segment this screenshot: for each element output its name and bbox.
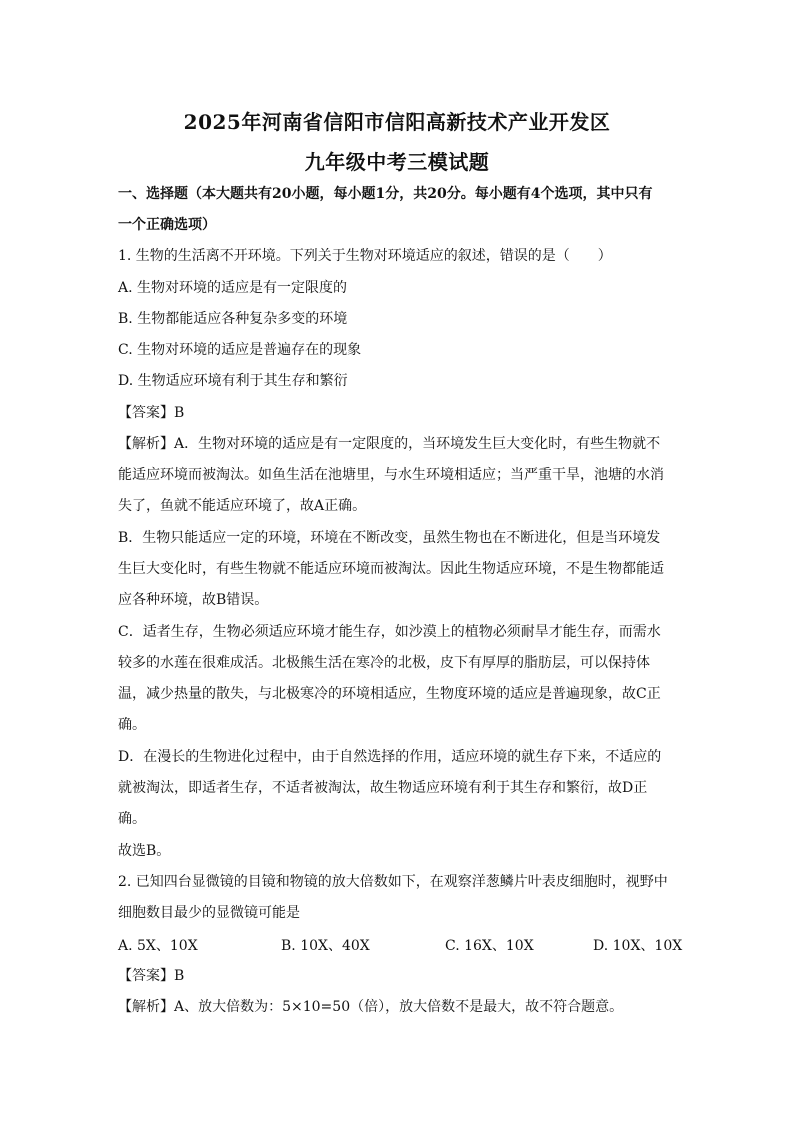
question-1-analysis-line: 确。: [118, 811, 146, 827]
question-1-option-b: B. 生物都能适应各种复杂多变的环境: [118, 311, 348, 327]
question-1-option-d: D. 生物适应环境有利于其生存和繁衍: [118, 373, 348, 389]
question-1-analysis-line: 确。: [118, 717, 146, 733]
question-1-analysis-line: 失了，鱼就不能适应环境了，故A正确。: [118, 498, 367, 514]
question-1-analysis-line: 较多的水莲在很难成活。北极熊生活在寒冷的北极，皮下有厚厚的脂肪层，可以保持体: [118, 655, 650, 671]
question-1-analysis-line: 应各种环境，故B错误。: [118, 592, 269, 608]
question-1-answer: 【答案】B: [118, 405, 185, 421]
question-1-analysis-line: 生巨大变化时，有些生物就不能适应环境而被淘汰。因此生物适应环境，不是生物都能适: [118, 561, 664, 577]
section-heading: 一、选择题（本大题共有20小题，每小题1分，共20分。每小题有4个选项，其中只有: [118, 186, 653, 202]
question-2-option-d: D. 10X、10X: [593, 938, 683, 954]
document-subtitle: 九年级中考三模试题: [304, 150, 490, 174]
question-1-analysis-line: 【解析】A．生物对环境的适应是有一定限度的，当环境发生巨大变化时，有些生物就不: [118, 436, 661, 452]
question-2-answer: 【答案】B: [118, 968, 185, 984]
question-2-stem-cont: 细胞数目最少的显微镜可能是: [118, 905, 300, 921]
question-1-analysis-line: 温，减少热量的散失，与北极寒冷的环境相适应，生物度环境的适应是普遍现象，故C正: [118, 686, 661, 702]
question-1-analysis-line: D．在漫长的生物进化过程中，由于自然选择的作用，适应环境的就生存下来，不适应的: [118, 749, 662, 765]
question-2-option-b: B. 10X、40X: [281, 938, 370, 954]
question-1-analysis-line: 就被淘汰，即适者生存，不适者被淘汰，故生物适应环境有利于其生存和繁衍，故D正: [118, 780, 648, 796]
question-1-option-c: C. 生物对环境的适应是普遍存在的现象: [118, 342, 362, 358]
question-1-analysis-line: C．适者生存，生物必须适应环境才能生存，如沙漠上的植物必须耐旱才能生存，而需水: [118, 624, 661, 640]
section-heading-cont: 一个正确选项）: [118, 217, 216, 233]
question-1-analysis-line: B．生物只能适应一定的环境，环境在不断改变，虽然生物也在不断进化，但是当环境发: [118, 530, 661, 546]
question-2-analysis-line: 【解析】A、放大倍数为：5×10=50（倍），放大倍数不是最大，故不符合题意。: [118, 999, 624, 1015]
document-title: 2025年河南省信阳市信阳高新技术产业开发区: [183, 110, 611, 134]
question-2-option-c: C. 16X、10X: [445, 938, 534, 954]
question-1-option-a: A. 生物对环境的适应是有一定限度的: [118, 280, 348, 296]
question-1-stem: 1. 生物的生活离不开环境。下列关于生物对环境适应的叙述，错误的是（ ）: [118, 248, 612, 264]
question-2-option-a: A. 5X、10X: [118, 938, 198, 954]
question-2-stem: 2. 已知四台显微镜的目镜和物镜的放大倍数如下，在观察洋葱鳞片叶表皮细胞时，视野中: [118, 874, 668, 890]
question-1-conclusion: 故选B。: [118, 843, 171, 859]
question-1-analysis-line: 能适应环境而被淘汰。如鱼生活在池塘里，与水生环境相适应；当严重干旱，池塘的水消: [118, 467, 664, 483]
